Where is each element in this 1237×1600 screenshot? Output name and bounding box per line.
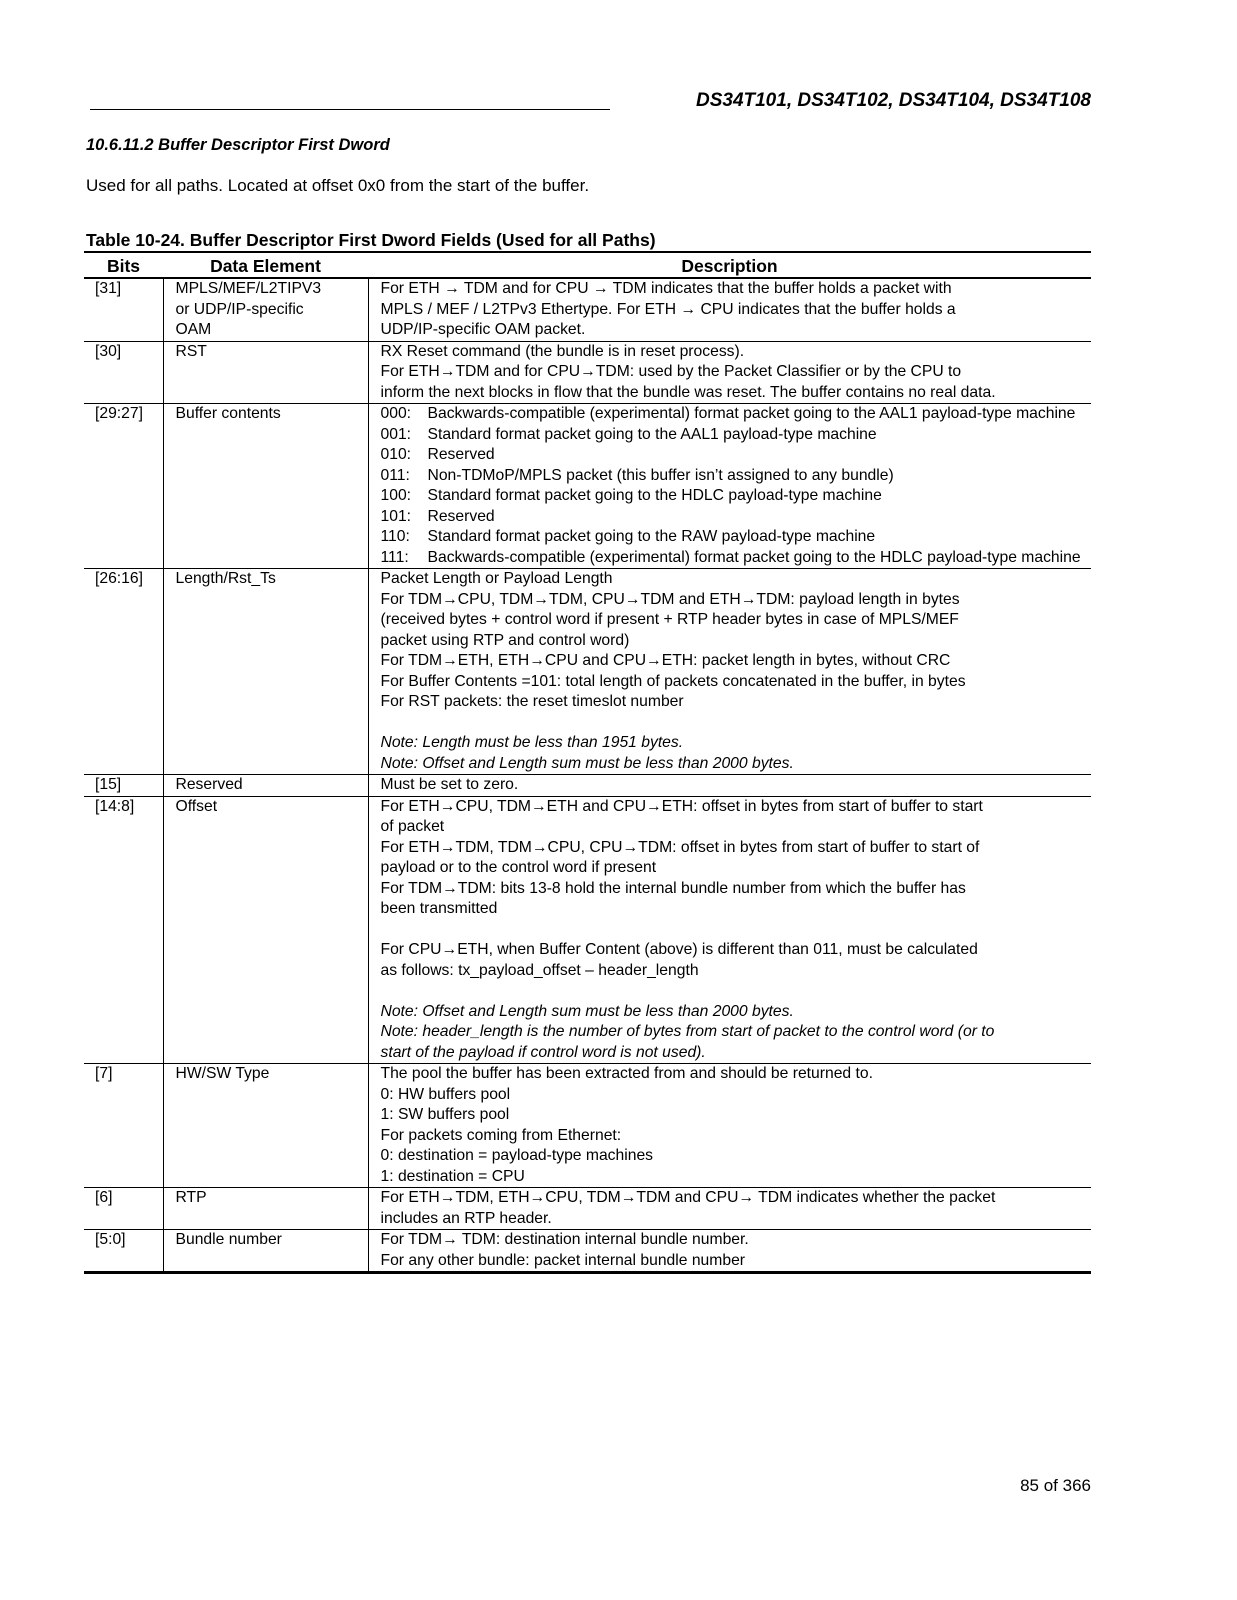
- column-header-data-element: Data Element: [163, 252, 368, 278]
- section-intro: Used for all paths. Located at offset 0x0 from the start of the buffer.: [86, 176, 590, 195]
- description-cell: Must be set to zero.: [368, 775, 1091, 797]
- code-item: 001: Standard format packet going to the AAL1 payload-type machine: [380, 425, 877, 443]
- column-header-bits: Bits: [84, 252, 163, 278]
- bits-cell: [7]: [84, 1064, 163, 1188]
- code-item: 111: Backwards-compatible (experimental) format packet going to the HDLC payload-type machine: [380, 548, 1081, 566]
- code-item: 000: Backwards-compatible (experimental) format packet going to the AAL1 payload-type machine: [380, 405, 1076, 422]
- code-item: 110: Standard format packet going to the RAW payload-type machine: [380, 528, 876, 545]
- bits-cell: [14:8]: [84, 796, 163, 1064]
- bits-cell: [5:0]: [95, 1231, 126, 1248]
- description-cell: For ETH→CPU, TDM→ETH and CPU→ETH: offset in bytes from start of buffer to start of packet For ETH→TDM, TDM→CPU, CPU→TDM: offset in bytes from start of buffer to start of payload or to the control word if present For TDM→TDM: bits 13-8 hold the internal bundle number from which the buffer has been transmitted For CPU→ETH, when Buffer Content (above) is different than 011, must be calculated as follows: tx_payload_offset – header_length Note: Offset and Length sum must be less than 2000 bytes. Note: header_length is the number of bytes from start of packet to the control word (or to start of the payload if control word is not used).: [368, 796, 1091, 1064]
- element-cell: Reserved: [163, 775, 368, 797]
- element-cell: Buffer contents: [163, 404, 368, 569]
- note: Note: Offset and Length sum must be less than 2000 bytes.: [380, 754, 794, 772]
- bits-cell: [15]: [84, 775, 163, 797]
- bits-cell: [29:27]: [84, 404, 163, 569]
- note: start of the payload if control word is not used).: [380, 1043, 706, 1061]
- bits-cell: [26:16]: [84, 569, 163, 775]
- code-item: 011: Non-TDMoP/MPLS packet (this buffer isn’t assigned to any bundle): [380, 466, 894, 484]
- element-cell: Offset: [163, 796, 368, 1064]
- note: Note: header_length is the number of bytes from start of packet to the control word (or to: [380, 1023, 995, 1040]
- element-cell: Length/Rst_Ts: [163, 569, 368, 775]
- description-cell: For TDM→ TDM: destination internal bundle number. For any other bundle: packet internal bundle number: [368, 1230, 1091, 1273]
- description-cell: [368, 404, 1091, 569]
- table-row: [84, 1064, 1091, 1188]
- bits-cell: [30]: [84, 341, 163, 404]
- description-cell: The pool the buffer has been extracted from and should be returned to. 0: HW buffers pool 1: SW buffers pool For packets coming from Ethernet: 0: destination = payload-type machines 1: destination = CPU: [368, 1064, 1091, 1188]
- code-item: 010: Reserved: [380, 446, 495, 463]
- description-cell: For ETH→TDM, ETH→CPU, TDM→TDM and CPU→ TDM indicates whether the packet includes an RTP header.: [368, 1188, 1091, 1230]
- table-caption: Table 10-24. Buffer Descriptor First Dword Fields (Used for all Paths): [86, 230, 656, 250]
- element-cell: RTP: [163, 1188, 368, 1230]
- page-header: [84, 88, 1091, 116]
- column-header-description: Description: [368, 252, 1091, 278]
- page-number: 85 of 366: [1020, 1476, 1091, 1495]
- header-rule: [90, 109, 610, 110]
- element-cell: Bundle number: [163, 1230, 368, 1273]
- note: Note: Length must be less than 1951 bytes.: [380, 734, 684, 751]
- table-header-row: [84, 252, 1091, 278]
- bits-cell: [31]: [84, 278, 163, 341]
- table-row: [84, 569, 1091, 775]
- note: Note: Offset and Length sum must be less than 2000 bytes.: [380, 1002, 794, 1020]
- document-title: DS34T101, DS34T102, DS34T104, DS34T108: [695, 90, 1091, 111]
- description-cell: Packet Length or Payload Length For TDM→CPU, TDM→TDM, CPU→TDM and ETH→TDM: payload length in bytes (received bytes + control word if present + RTP header bytes in case of MPLS/MEF packet using RTP and control word) For TDM→ETH, ETH→CPU and CPU→ETH: packet length in bytes, without CRC For Buffer Contents =101: total length of packets concatenated in the buffer, in bytes For RST packets: the reset timeslot number Note: Length must be less than 1951 bytes. Note: Offset and Length sum must be less than 2000 bytes.: [368, 569, 1091, 775]
- table-row: [84, 775, 1091, 797]
- code-item: 101: Reserved: [380, 507, 495, 525]
- table-row: [84, 1188, 1091, 1230]
- code-item: 100: Standard format packet going to the HDLC payload-type machine: [380, 487, 882, 504]
- table-row: [84, 278, 1091, 341]
- section-title: 10.6.11.2 Buffer Descriptor First Dword: [86, 136, 390, 154]
- description-cell: RX Reset command (the bundle is in reset process). For ETH→TDM and for CPU→TDM: used by the Packet Classifier or by the CPU to inform the next blocks in flow that the bundle was reset. The buffer contains no real data.: [368, 341, 1091, 404]
- element-cell: MPLS/MEF/L2TIPV3 or UDP/IP-specific OAM: [163, 278, 368, 341]
- table-row: [84, 796, 1091, 1064]
- fields-table: [84, 251, 1091, 1274]
- table-row: [84, 404, 1091, 569]
- bits-cell: [6]: [84, 1188, 163, 1230]
- element-cell: RST: [163, 341, 368, 404]
- table-row: [84, 341, 1091, 404]
- description-cell: For ETH → TDM and for CPU → TDM indicates that the buffer holds a packet with MPLS / MEF / L2TPv3 Ethertype. For ETH → CPU indicates that the buffer holds a UDP/IP-specific OAM packet.: [368, 278, 1091, 341]
- table-row: [84, 1230, 1091, 1273]
- element-cell: HW/SW Type: [163, 1064, 368, 1188]
